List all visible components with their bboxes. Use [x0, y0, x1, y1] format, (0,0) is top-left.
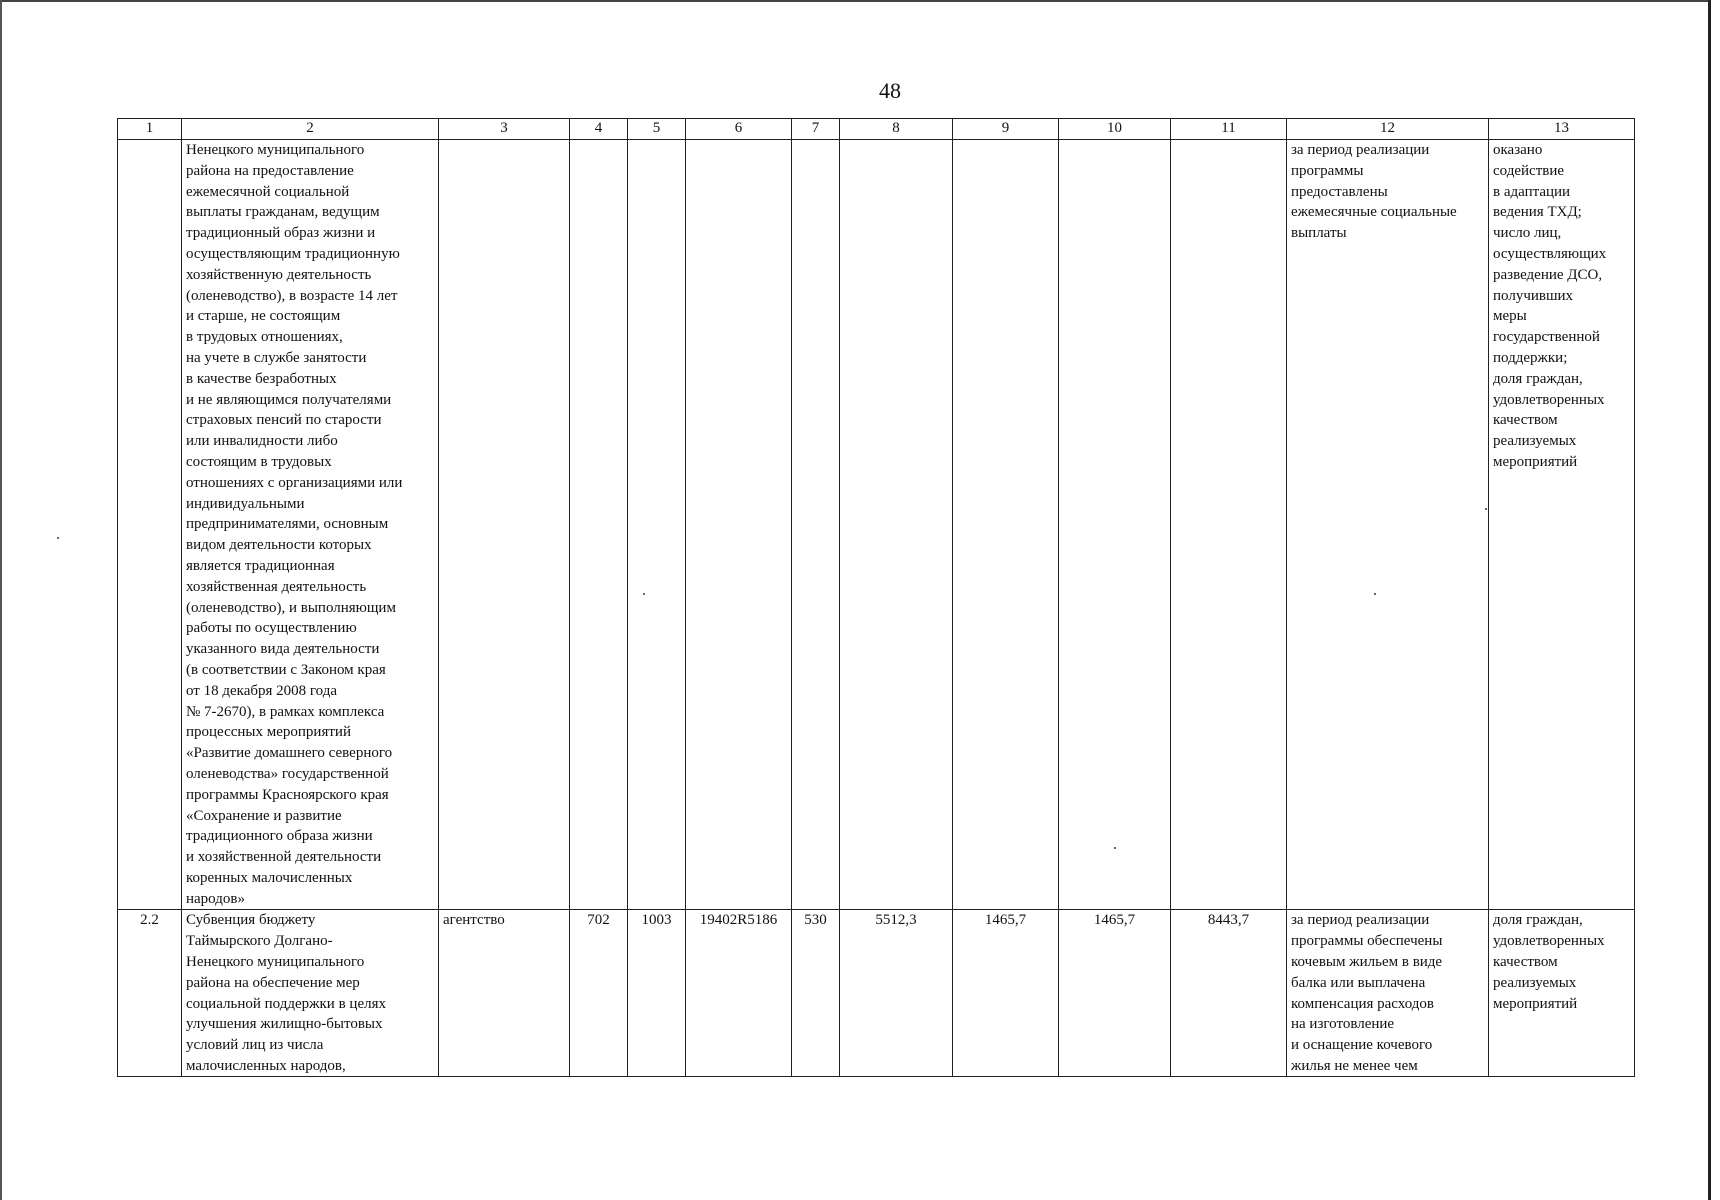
- amount-cell: 1465,7: [953, 910, 1059, 1077]
- rzpr-cell: [628, 140, 686, 910]
- measure-name-cell: Субвенция бюджету Таймырского Долгано- Ненецкого муниципального района на обеспечение мер социальной поддержки в целях улучшения жилищно-бытовых условий лиц из числа малочисленных народов,: [186, 912, 386, 1075]
- measure-name-cell-wrap: [182, 910, 439, 1077]
- amount-cell: [1059, 140, 1171, 910]
- scan-edge-top: [0, 0, 1708, 2]
- scan-edge-right: [1708, 0, 1711, 1200]
- executor-cell: [439, 140, 570, 910]
- total-cell: 8443,7: [1171, 910, 1287, 1077]
- vr-cell: 530: [792, 910, 840, 1077]
- column-number-row: [118, 119, 1635, 140]
- grbs-cell: [570, 140, 628, 910]
- column-header: 6: [686, 119, 792, 140]
- amount-cell: [953, 140, 1059, 910]
- amount-cell: 5512,3: [840, 910, 953, 1077]
- vr-cell: [792, 140, 840, 910]
- column-header: 13: [1489, 119, 1635, 140]
- indicator-cell: оказано содействие в адаптации ведения ТХД; число лиц, осуществляющих разведение ДСО, получивших меры государственной поддержки; доля граждан, удовлетворенных качеством реализуемых мероприятий: [1489, 140, 1635, 910]
- expected-result-cell: за период реализации программы предоставлены ежемесячные социальные выплаты: [1287, 140, 1489, 910]
- grbs-cell: 702: [570, 910, 628, 1077]
- column-header: 1: [118, 119, 182, 140]
- column-header: 4: [570, 119, 628, 140]
- csr-cell: 19402R5186: [686, 910, 792, 1077]
- scan-speck: [57, 537, 59, 539]
- column-header: 2: [182, 119, 439, 140]
- executor-cell: агентство: [439, 910, 570, 1077]
- column-header: 12: [1287, 119, 1489, 140]
- program-table: [117, 118, 1635, 1077]
- total-cell: [1171, 140, 1287, 910]
- expected-result-cell-wrap: [1287, 910, 1489, 1077]
- page-number: 48: [879, 78, 901, 103]
- column-header: 7: [792, 119, 840, 140]
- row-number-cell: [118, 140, 182, 910]
- expected-result-cell: за период реализации программы обеспечены кочевым жильем в виде балка или выплачена компенсация расходов на изготовление и оснащение кочевого жилья не менее чем: [1291, 912, 1443, 1075]
- column-header: 5: [628, 119, 686, 140]
- column-header: 10: [1059, 119, 1171, 140]
- table-row: [118, 140, 1635, 910]
- column-header: 9: [953, 119, 1059, 140]
- indicator-cell: доля граждан, удовлетворенных качеством реализуемых мероприятий: [1489, 910, 1635, 1077]
- measure-name-cell: Ненецкого муниципального района на предоставление ежемесячной социальной выплаты гражданам, ведущим традиционный образ жизни и осуществляющим традиционную хозяйственную деятельность (оленеводство), в возрасте 14 лет и старше, не состоящим в трудовых отношениях, на учете в службе занятости в качестве безработных и не являющимся получателями страховых пенсий по старости или инвалидности либо состоящим в трудовых отношениях с организациями или индивидуальными предпринимателями, основным видом деятельности которых является традиционная хозяйственная деятельность (оленеводство), и выполняющим работы по осуществлению указанного вида деятельности (в соответствии с Законом края от 18 декабря 2008 года № 7-2670), в рамках комплекса процессных мероприятий «Развитие домашнего северного оленеводства» государственной программы Красноярского края «Сохранение и развитие традиционного образа жизни и хозяйственной деятельности коренных малочисленных народов»: [182, 140, 439, 910]
- amount-cell: 1465,7: [1059, 910, 1171, 1077]
- scan-edge-left: [0, 0, 2, 1200]
- row-number-cell: 2.2: [118, 910, 182, 1077]
- column-header: 11: [1171, 119, 1287, 140]
- amount-cell: [840, 140, 953, 910]
- column-header: 8: [840, 119, 953, 140]
- table-row: [118, 910, 1635, 1077]
- rzpr-cell: 1003: [628, 910, 686, 1077]
- csr-cell: [686, 140, 792, 910]
- column-header: 3: [439, 119, 570, 140]
